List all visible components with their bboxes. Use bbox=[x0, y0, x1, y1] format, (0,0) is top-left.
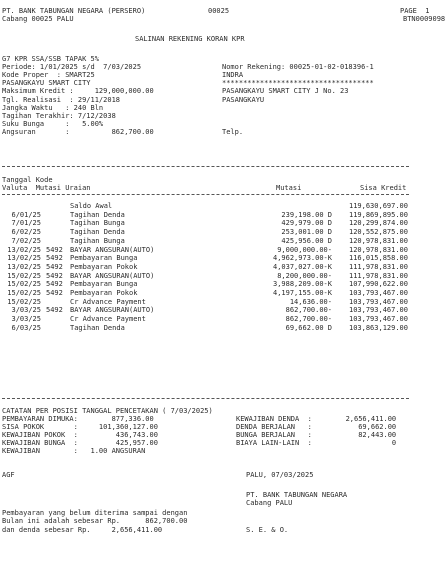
row-saldo: 103,863,129.00 bbox=[348, 323, 408, 332]
row-desc: Tagihan Denda bbox=[70, 323, 125, 332]
branch-name: Cabang 00025 PALU bbox=[2, 15, 74, 23]
column-mutasi: Mutasi bbox=[276, 184, 302, 192]
signature-bank: PT. BANK TABUNGAN NEGARA bbox=[246, 491, 348, 499]
row-saldo: 120,299,874.00 bbox=[348, 219, 408, 228]
row-desc: Cr Advance Payment bbox=[70, 315, 146, 324]
row-mutasi: 4,037,027.00-K bbox=[272, 262, 332, 271]
row-saldo: 119,630,697.00 bbox=[348, 202, 408, 210]
customer-address: PASANGKAYU SMART CITY J No. 23 bbox=[222, 87, 349, 95]
table-row bbox=[0, 228, 447, 236]
kode-proper: Kode Proper : SMART25 bbox=[2, 71, 95, 79]
column-sisa-kredit: Sisa Kredit bbox=[360, 184, 407, 192]
row-saldo: 120,978,831.00 bbox=[348, 236, 408, 245]
tgl-realisasi: Tgl. Realisasi : 29/11/2018 bbox=[2, 96, 121, 104]
row-saldo: 103,793,467.00 bbox=[348, 297, 408, 306]
row-mutasi: 425,956.00 D bbox=[281, 236, 332, 245]
row-date: 13/02/25 bbox=[7, 245, 41, 254]
table-row bbox=[0, 263, 447, 271]
suku-bunga: Suku Bunga : 5.00% bbox=[2, 120, 104, 128]
period: Periode: 1/01/2025 s/d 7/03/2025 bbox=[2, 63, 142, 71]
angsuran: Angsuran : 862,700.00 bbox=[2, 128, 154, 136]
row-desc: Tagihan Denda bbox=[70, 210, 125, 219]
row-date: 15/02/25 bbox=[7, 289, 41, 297]
row-mutasi: 862,700.00- bbox=[285, 306, 332, 315]
nomor-rekening: Nomor Rekening: 00025-01-02-018396-1 bbox=[222, 63, 374, 71]
row-date: 6/01/25 bbox=[11, 210, 41, 219]
signature-seo: S. E. & O. bbox=[246, 526, 289, 534]
row-code: 5492 bbox=[46, 271, 63, 280]
row-desc: Pembayaran Pokok bbox=[70, 262, 138, 271]
summary-kewajiban: KEWAJIBAN : 1.00 ANGSURAN bbox=[2, 447, 146, 455]
tagihan-terakhir: Tagihan Terakhir: 7/12/2038 bbox=[2, 112, 116, 120]
table-row bbox=[0, 298, 447, 306]
signature-branch: Cabang PALU bbox=[246, 499, 293, 507]
row-date: 15/02/25 bbox=[7, 280, 41, 289]
note-line-1: Pembayaran yang belum diterima sampai dengan bbox=[2, 509, 188, 517]
table-row bbox=[0, 280, 447, 288]
document-title: SALINAN REKENING KORAN KPR bbox=[135, 35, 245, 43]
row-mutasi: 239,198.00 D bbox=[281, 210, 332, 219]
summary-title: CATATAN PER POSISI TANGGAL PENCETAKAN ( 7/03/2025) bbox=[2, 407, 213, 415]
row-saldo: 120,978,831.00 bbox=[348, 245, 408, 254]
row-code: 5492 bbox=[46, 254, 63, 263]
row-desc: Pembayaran Pokok bbox=[70, 289, 138, 297]
row-desc: BAYAR ANGSURAN(AUTO) bbox=[70, 271, 155, 280]
row-date: 6/03/25 bbox=[11, 323, 41, 332]
row-mutasi: 9,000,000.00- bbox=[277, 245, 332, 254]
customer-city: PASANGKAYU bbox=[222, 96, 265, 104]
place-date: PALU, 07/03/2025 bbox=[246, 471, 314, 479]
row-date: 15/02/25 bbox=[7, 271, 41, 280]
row-desc: Saldo Awal bbox=[70, 202, 113, 210]
page-number: PAGE 1 bbox=[400, 7, 430, 15]
row-desc: Cr Advance Payment bbox=[70, 297, 146, 306]
row-code: 5492 bbox=[46, 245, 63, 254]
divider-bottom bbox=[2, 398, 409, 399]
row-mutasi: 429,979.00 D bbox=[281, 219, 332, 228]
row-mutasi: 253,001.00 D bbox=[281, 228, 332, 237]
row-saldo: 120,552,875.00 bbox=[348, 228, 408, 237]
row-code: 5492 bbox=[46, 289, 63, 297]
row-saldo: 103,793,467.00 bbox=[348, 289, 408, 297]
table-row bbox=[0, 306, 447, 314]
column-tanggal-kode: Tanggal Kode bbox=[2, 176, 53, 184]
document-ref: BTN0009098 bbox=[403, 15, 446, 23]
note-line-3: dan denda sebesar Rp. 2,656,411.00 bbox=[2, 526, 163, 534]
summary-kewajiban-pokok: KEWAJIBAN POKOK : 436,743.00 bbox=[2, 431, 158, 439]
table-row bbox=[0, 202, 447, 210]
summary-bunga-berjalan: BUNGA BERJALAN : 82,443.00 bbox=[236, 431, 397, 439]
summary-kewajiban-bunga: KEWAJIBAN BUNGA : 425,957.00 bbox=[2, 439, 158, 447]
bank-name: PT. BANK TABUNGAN NEGARA (PERSERO) bbox=[2, 7, 146, 15]
summary-kewajiban-denda: KEWAJIBAN DENDA : 2,656,411.00 bbox=[236, 415, 397, 423]
note-line-2: Bulan ini adalah sebesar Rp. 862,700.00 bbox=[2, 517, 188, 525]
summary-sisa-pokok: SISA POKOK : 101,360,127.00 bbox=[2, 423, 158, 431]
table-row bbox=[0, 211, 447, 219]
row-date: 13/02/25 bbox=[7, 254, 41, 263]
telephone-label: Telp. bbox=[222, 128, 244, 136]
row-desc: Tagihan Bunga bbox=[70, 219, 125, 228]
divider-top bbox=[2, 166, 409, 167]
row-mutasi: 3,988,209.00-K bbox=[272, 280, 332, 289]
project-name: PASANGKAYU SMART CITY bbox=[2, 79, 91, 87]
row-saldo: 107,990,622.00 bbox=[348, 280, 408, 289]
row-desc: Tagihan Bunga bbox=[70, 236, 125, 245]
summary-biaya-lain: BIAYA LAIN-LAIN : 0 bbox=[236, 439, 397, 447]
jangka-waktu: Jangka Waktu : 240 Bln bbox=[2, 104, 104, 112]
row-desc: BAYAR ANGSURAN(AUTO) bbox=[70, 245, 155, 254]
row-desc: Pembayaran Bunga bbox=[70, 280, 138, 289]
row-desc: BAYAR ANGSURAN(AUTO) bbox=[70, 306, 155, 315]
branch-code: 00025 bbox=[208, 7, 230, 15]
row-desc: Tagihan Denda bbox=[70, 228, 125, 237]
agf-label: AGF bbox=[2, 471, 15, 479]
row-saldo: 116,015,858.00 bbox=[348, 254, 408, 263]
row-date: 13/02/25 bbox=[7, 262, 41, 271]
row-code: 5492 bbox=[46, 262, 63, 271]
row-date: 3/03/25 bbox=[11, 315, 41, 324]
row-date: 6/02/25 bbox=[11, 228, 41, 237]
table-row bbox=[0, 246, 447, 254]
table-row bbox=[0, 324, 447, 332]
row-mutasi: 14,636.00- bbox=[289, 297, 332, 306]
row-mutasi: 8,200,000.00- bbox=[277, 271, 332, 280]
row-date: 7/01/25 bbox=[11, 219, 41, 228]
summary-pembayaran-dimuka: PEMBAYARAN DIMUKA: 877,336.00 bbox=[2, 415, 154, 423]
row-saldo: 111,978,831.00 bbox=[348, 262, 408, 271]
table-row bbox=[0, 272, 447, 280]
customer-name: INDRA bbox=[222, 71, 244, 79]
table-row bbox=[0, 289, 447, 297]
row-saldo: 103,793,467.00 bbox=[348, 306, 408, 315]
row-saldo: 119,869,895.00 bbox=[348, 210, 408, 219]
row-date: 3/03/25 bbox=[11, 306, 41, 315]
column-valuta-uraian: Valuta Mutasi Uraian bbox=[2, 184, 91, 192]
row-code: 5492 bbox=[46, 306, 63, 315]
table-row bbox=[0, 237, 447, 245]
row-mutasi: 862,700.00- bbox=[285, 315, 332, 324]
summary-denda-berjalan: DENDA BERJALAN : 69,662.00 bbox=[236, 423, 397, 431]
product-name: G7 KPR SSA/SSB TAPAK 5% bbox=[2, 55, 99, 63]
divider-header bbox=[2, 194, 409, 195]
row-mutasi: 69,662.00 D bbox=[285, 323, 332, 332]
table-row bbox=[0, 315, 447, 323]
maksimum-kredit: Maksimum Kredit : 129,000,000.00 bbox=[2, 87, 154, 95]
row-date: 15/02/25 bbox=[7, 297, 41, 306]
row-mutasi: 4,197,155.00-K bbox=[272, 289, 332, 297]
row-date: 7/02/25 bbox=[11, 236, 41, 245]
row-code: 5492 bbox=[46, 280, 63, 289]
separator-stars: ************************************ bbox=[222, 79, 374, 87]
row-saldo: 103,793,467.00 bbox=[348, 315, 408, 324]
table-row bbox=[0, 219, 447, 227]
row-saldo: 111,978,831.00 bbox=[348, 271, 408, 280]
table-row bbox=[0, 254, 447, 262]
row-desc: Pembayaran Bunga bbox=[70, 254, 138, 263]
row-mutasi: 4,962,973.00-K bbox=[272, 254, 332, 263]
